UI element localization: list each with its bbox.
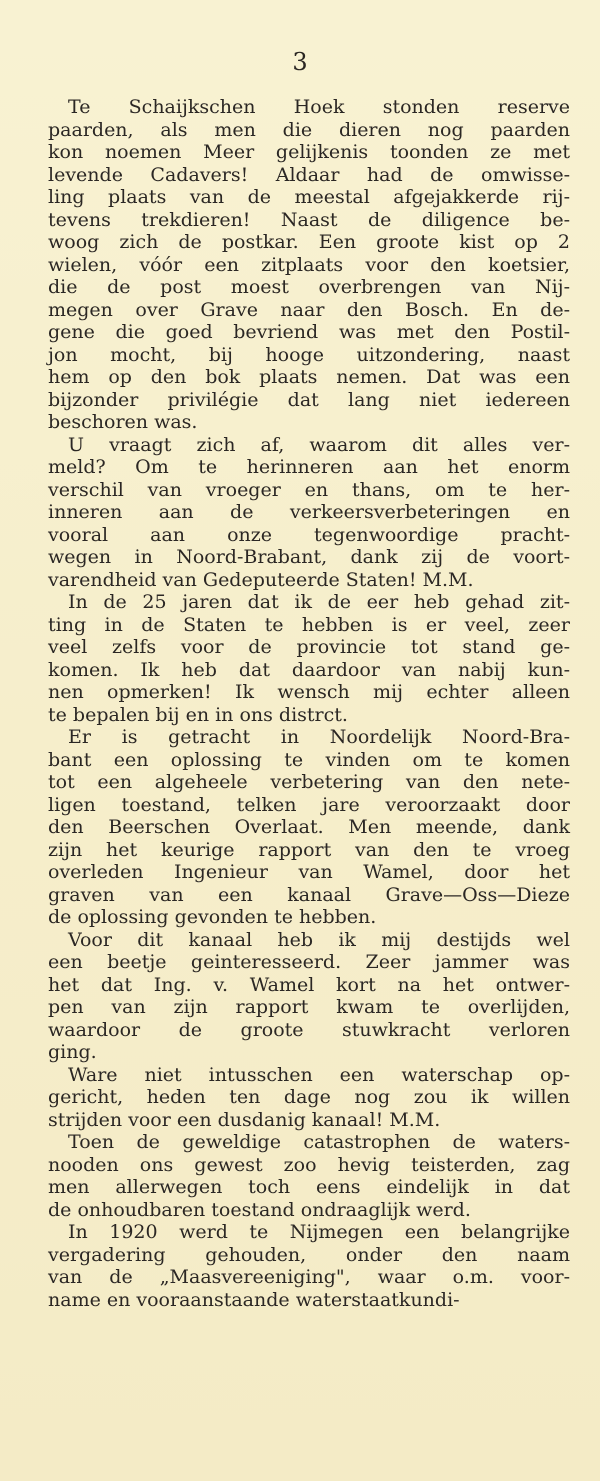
paragraph bbox=[48, 434, 570, 592]
paragraph bbox=[48, 96, 570, 434]
text-line: jon mocht, bij hooge uitzondering, naast bbox=[48, 343, 570, 366]
text-line: ling plaats van de meestal afgejakkerde rij- bbox=[48, 186, 570, 208]
paragraph bbox=[48, 929, 570, 1064]
text-line: te bepalen bij en in ons distrct. bbox=[48, 703, 348, 726]
text-line: tot een algeheele verbetering van den nete- bbox=[48, 771, 570, 793]
text-line: Toen de geweldige catastrophen de waters- bbox=[68, 1131, 570, 1153]
text-line: megen over Grave naar den Bosch. En de- bbox=[48, 298, 570, 321]
text-line: varendheid van Gedeputeerde Staten! M.M. bbox=[48, 568, 474, 591]
text-line: die de post moest overbrengen van Nij- bbox=[48, 276, 570, 298]
text-line: kon noemen Meer gelijkenis toonden ze met bbox=[48, 141, 570, 163]
text-line: de onhoudbaren toestand ondraaglijk werd. bbox=[48, 1198, 471, 1221]
text-line: In de 25 jaren dat ik de eer heb gehad zit- bbox=[68, 591, 570, 613]
text-line: Er is getracht in Noordelijk Noord-Bra- bbox=[68, 726, 570, 748]
text-line: Te Schaijkschen Hoek stonden reserve bbox=[68, 96, 570, 118]
page-number: 3 bbox=[292, 48, 308, 76]
text-line: hem op den bok plaats nemen. Dat was een bbox=[48, 366, 570, 388]
text-line: verschil van vroeger en thans, om te her- bbox=[48, 478, 570, 501]
text-line: vergadering gehouden, onder den naam bbox=[48, 1243, 570, 1266]
text-column bbox=[48, 96, 570, 1311]
paragraph bbox=[48, 591, 570, 726]
text-line: een beetje geinteresseerd. Zeer jammer was bbox=[48, 951, 570, 973]
text-line: woog zich de postkar. Een groote kist op 2 bbox=[48, 231, 570, 253]
text-line: graven van een kanaal Grave—Oss—Dieze bbox=[48, 883, 570, 906]
text-line: zijn het keurige rapport van den te vroeg bbox=[48, 838, 570, 861]
text-line: pen van zijn rapport kwam te overlijden, bbox=[48, 996, 570, 1018]
text-line: inneren aan de verkeersverbeteringen en bbox=[48, 501, 570, 523]
text-line: ligen toestand, telken jare veroorzaakt door bbox=[48, 793, 570, 816]
text-line: gene die goed bevriend was met den Postil- bbox=[48, 321, 570, 343]
text-line: vooral aan onze tegenwoordige pracht- bbox=[48, 523, 570, 546]
text-line: U vraagt zich af, waarom dit alles ver- bbox=[68, 433, 570, 456]
text-line: wegen in Noord-Brabant, dank zij de voort- bbox=[48, 546, 570, 568]
text-line: beschoren was. bbox=[48, 411, 198, 433]
text-line: paarden, als men die dieren nog paarden bbox=[48, 118, 570, 141]
paragraph bbox=[48, 1221, 570, 1311]
text-line: In 1920 werd te Nijmegen een belangrijke bbox=[68, 1221, 570, 1243]
text-line: nooden ons gewest zoo hevig teisterden, zag bbox=[48, 1153, 570, 1176]
text-line: veel zelfs voor de provincie tot stand ge- bbox=[48, 636, 570, 658]
text-line: van de „Maasvereeniging", waar o.m. voor- bbox=[48, 1266, 570, 1288]
text-line: den Beerschen Overlaat. Men meende, dank bbox=[48, 816, 570, 838]
paragraph bbox=[48, 726, 570, 929]
text-line: name en vooraanstaande waterstaatkundi- bbox=[48, 1288, 460, 1311]
text-line: tevens trekdieren! Naast de diligence be- bbox=[48, 208, 570, 231]
text-line: gericht, heden ten dage nog zou ik willen bbox=[48, 1086, 570, 1108]
text-line: het dat Ing. v. Wamel kort na het ontwer- bbox=[48, 973, 570, 996]
text-line: men allerwegen toch eens eindelijk in dat bbox=[48, 1176, 570, 1198]
text-line: bijzonder privilégie dat lang niet iedereen bbox=[48, 388, 570, 411]
text-line: waardoor de groote stuwkracht verloren bbox=[48, 1018, 570, 1041]
text-line: ging. bbox=[48, 1041, 97, 1063]
text-line: wielen, vóór een zitplaats voor den koetsier, bbox=[48, 253, 570, 276]
paragraph bbox=[48, 1131, 570, 1221]
text-line: Ware niet intusschen een waterschap op- bbox=[68, 1063, 570, 1086]
paragraph bbox=[48, 1064, 570, 1132]
text-line: Voor dit kanaal heb ik mij destijds wel bbox=[68, 928, 570, 951]
text-line: overleden Ingenieur van Wamel, door het bbox=[48, 861, 570, 883]
text-line: nen opmerken! Ik wensch mij echter alleen bbox=[48, 681, 570, 703]
text-line: strijden voor een dusdanig kanaal! M.M. bbox=[48, 1108, 441, 1131]
text-line: meld? Om te herinneren aan het enorm bbox=[48, 456, 570, 478]
text-line: bant een oplossing te vinden om te komen bbox=[48, 748, 570, 771]
text-line: ting in de Staten te hebben is er veel, zeer bbox=[48, 613, 570, 636]
text-line: levende Cadavers! Aldaar had de omwisse- bbox=[48, 163, 570, 186]
text-line: de oplossing gevonden te hebben. bbox=[48, 906, 377, 928]
text-line: komen. Ik heb dat daardoor van nabij kun- bbox=[48, 658, 570, 681]
